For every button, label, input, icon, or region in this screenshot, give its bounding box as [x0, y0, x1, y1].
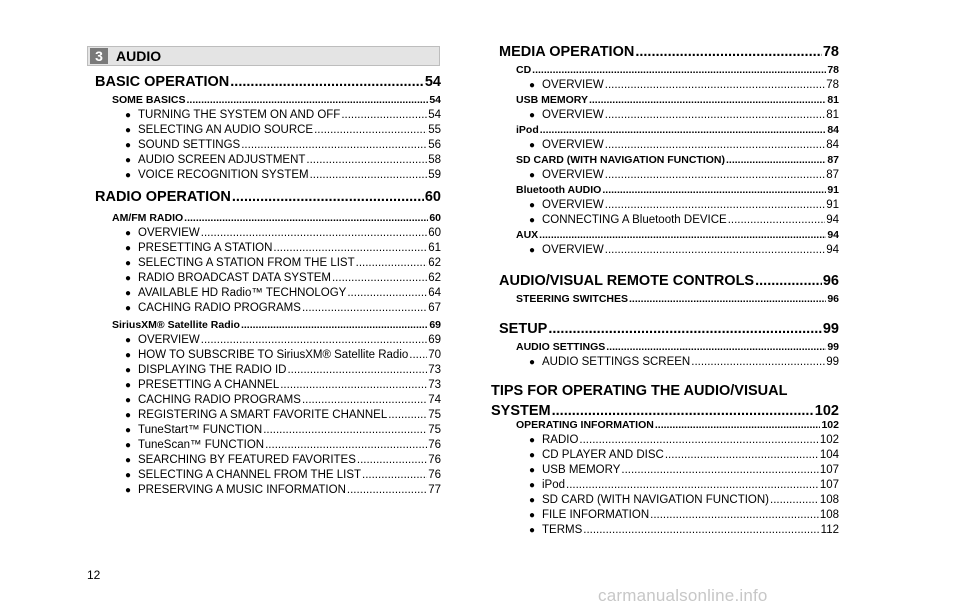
toc-entry-title: AUDIO SCREEN ADJUSTMENT: [138, 154, 306, 166]
toc-page-number: 73: [428, 379, 441, 391]
toc-entry-title: FILE INFORMATION: [542, 509, 650, 521]
toc-subsection[interactable]: [516, 63, 839, 77]
toc-entry-title: iPod: [542, 479, 566, 491]
toc-entry-title: USB MEMORY: [542, 464, 621, 476]
bullet-icon: ●: [529, 480, 536, 491]
dot-leader: [621, 463, 818, 478]
dot-leader: [201, 333, 427, 348]
toc-page-number: 60: [424, 189, 441, 205]
toc-entry-title: AM/FM RADIO: [112, 212, 184, 224]
page-number: 12: [87, 568, 101, 582]
bullet-icon: ●: [125, 110, 132, 121]
dot-leader: [605, 108, 825, 123]
toc-item[interactable]: [125, 348, 441, 363]
dot-leader: [201, 226, 427, 241]
toc-entry-title: OVERVIEW: [542, 169, 604, 181]
toc-item[interactable]: [529, 213, 839, 228]
toc-page-number: 69: [428, 334, 441, 346]
bullet-icon: ●: [125, 258, 132, 269]
dot-leader: [726, 153, 826, 167]
dot-leader: [728, 213, 826, 228]
toc-item[interactable]: [529, 355, 839, 370]
toc-page-number: 81: [826, 109, 839, 121]
toc-page-number: 70: [428, 349, 441, 361]
toc-entry-title: OVERVIEW: [542, 79, 604, 91]
toc-entry-title: SOME BASICS: [112, 94, 186, 106]
toc-entry-title: SOUND SETTINGS: [138, 139, 241, 151]
toc-entry-title: DISPLAYING THE RADIO ID: [138, 364, 287, 376]
dot-leader: [280, 378, 427, 393]
dot-leader: [605, 243, 825, 258]
bullet-icon: ●: [529, 245, 536, 256]
dot-leader: [341, 108, 427, 123]
toc-section[interactable]: [95, 73, 441, 91]
toc-item[interactable]: [529, 78, 839, 93]
dot-leader: [532, 63, 826, 77]
toc-item[interactable]: [529, 478, 839, 493]
toc-item[interactable]: [529, 198, 839, 213]
toc-entry-title: SiriusXM® Satellite Radio: [112, 319, 240, 331]
bullet-icon: ●: [529, 510, 536, 521]
toc-page-number: 99: [822, 321, 839, 337]
toc-item[interactable]: [125, 333, 441, 348]
toc-item[interactable]: [125, 123, 441, 138]
bullet-icon: ●: [125, 380, 132, 391]
toc-entry-title: RADIO BROADCAST DATA SYSTEM: [138, 272, 331, 284]
toc-item[interactable]: [125, 393, 441, 408]
toc-page-number: 75: [428, 409, 441, 421]
toc-item[interactable]: [529, 168, 839, 183]
toc-page-number: 81: [827, 94, 839, 106]
toc-page-number: 87: [827, 154, 839, 166]
dot-leader: [265, 438, 427, 453]
bullet-icon: ●: [125, 395, 132, 406]
toc-page-number: 94: [826, 244, 839, 256]
toc-entry-title: OVERVIEW: [138, 334, 200, 346]
toc-page-number: 102: [819, 434, 839, 446]
toc-entry-title: SELECTING A CHANNEL FROM THE LIST: [138, 469, 362, 481]
dot-leader: [347, 483, 427, 498]
toc-page-number: 54: [429, 94, 441, 106]
toc-entry-title: SELECTING AN AUDIO SOURCE: [138, 124, 314, 136]
toc-entry-title: CACHING RADIO PROGRAMS: [138, 394, 301, 406]
toc-page-number: 96: [827, 293, 839, 305]
toc-page-number: 94: [827, 229, 839, 241]
chapter-header: [87, 46, 440, 66]
toc-entry-title: OPERATING INFORMATION: [516, 419, 654, 431]
dot-leader: [583, 523, 819, 538]
dot-leader: [770, 493, 819, 508]
dot-leader: [314, 123, 427, 138]
bullet-icon: ●: [529, 200, 536, 211]
toc-page-number: 67: [428, 302, 441, 314]
dot-leader: [655, 418, 821, 432]
toc-section[interactable]: [95, 188, 441, 206]
toc-subsection[interactable]: [112, 318, 441, 332]
toc-entry-title: AUDIO SETTINGS: [516, 341, 606, 353]
toc-entry-title: OVERVIEW: [138, 227, 200, 239]
bullet-icon: ●: [125, 243, 132, 254]
bullet-icon: ●: [125, 170, 132, 181]
chapter-title: AUDIO: [116, 48, 162, 64]
toc-item[interactable]: [125, 138, 441, 153]
toc-section[interactable]: [499, 272, 839, 290]
dot-leader: [602, 183, 826, 197]
toc-item[interactable]: [125, 423, 441, 438]
toc-item[interactable]: [125, 363, 441, 378]
bullet-icon: ●: [125, 470, 132, 481]
toc-page-number: 107: [819, 464, 839, 476]
dot-leader: [187, 93, 429, 107]
toc-entry-title: SD CARD (WITH NAVIGATION FUNCTION): [516, 154, 726, 166]
toc-entry-title: iPod: [516, 124, 539, 136]
toc-entry-title: PRESETTING A STATION: [138, 242, 273, 254]
toc-page-number: 75: [428, 424, 441, 436]
toc-page-number: 78: [822, 44, 839, 60]
toc-entry-title: PRESETTING A CHANNEL: [138, 379, 280, 391]
dot-leader: [629, 292, 826, 306]
dot-leader: [273, 241, 427, 256]
toc-entry-title: OVERVIEW: [542, 109, 604, 121]
toc-page-number: 104: [819, 449, 839, 461]
toc-page-number: 73: [428, 364, 441, 376]
toc-item[interactable]: [529, 433, 839, 448]
dot-leader: [302, 393, 427, 408]
dot-leader: [635, 43, 822, 61]
dot-leader: [589, 93, 826, 107]
toc-page-number: 69: [429, 319, 441, 331]
toc-subsection[interactable]: [112, 93, 441, 107]
toc-entry-title: TuneScan™ FUNCTION: [138, 439, 265, 451]
toc-page-number: 91: [826, 199, 839, 211]
toc-page-number: 60: [428, 227, 441, 239]
toc-item[interactable]: [529, 508, 839, 523]
bullet-icon: ●: [125, 125, 132, 136]
dot-leader: [241, 138, 427, 153]
toc-section[interactable]: [499, 43, 839, 61]
toc-subsection[interactable]: [516, 228, 839, 242]
bullet-icon: ●: [529, 435, 536, 446]
toc-item[interactable]: [125, 453, 441, 468]
toc-item[interactable]: [125, 153, 441, 168]
toc-entry-title: OVERVIEW: [542, 199, 604, 211]
bullet-icon: ●: [125, 140, 132, 151]
toc-entry-title: PRESERVING A MUSIC INFORMATION: [138, 484, 346, 496]
toc-subsection[interactable]: [516, 183, 839, 197]
toc-subsection[interactable]: [516, 123, 839, 137]
toc-entry-title: OVERVIEW: [542, 244, 604, 256]
toc-subsection[interactable]: [516, 340, 839, 354]
toc-entry-title: SELECTING A STATION FROM THE LIST: [138, 257, 355, 269]
dot-leader: [691, 355, 825, 370]
dot-leader: [605, 198, 825, 213]
toc-page-number: 102: [814, 403, 839, 419]
toc-entry-title: CD: [516, 64, 532, 76]
dot-leader: [332, 271, 427, 286]
toc-page-number: 108: [819, 509, 839, 521]
dot-leader: [605, 138, 825, 153]
toc-item[interactable]: [125, 408, 441, 423]
toc-page-number: 76: [428, 439, 441, 451]
toc-page-number: 54: [428, 109, 441, 121]
dot-leader: [606, 340, 826, 354]
dot-leader: [263, 423, 427, 438]
bullet-icon: ●: [529, 525, 536, 536]
toc-entry-title: VOICE RECOGNITION SYSTEM: [138, 169, 309, 181]
toc-entry-title: MEDIA OPERATION: [499, 44, 635, 60]
bullet-icon: ●: [529, 357, 536, 368]
toc-subsection[interactable]: [516, 418, 839, 432]
toc-page-number: 74: [428, 394, 441, 406]
toc-page-number: 91: [827, 184, 839, 196]
dot-leader: [566, 478, 819, 493]
bullet-icon: ●: [125, 155, 132, 166]
dot-leader: [388, 408, 427, 423]
bullet-icon: ●: [125, 410, 132, 421]
toc-entry-title: AUDIO/VISUAL REMOTE CONTROLS: [499, 273, 755, 289]
watermark: carmanualsonline.info: [598, 586, 768, 605]
toc-entry-title: SEARCHING BY FEATURED FAVORITES: [138, 454, 356, 466]
dot-leader: [241, 318, 428, 332]
toc-entry-title: TURNING THE SYSTEM ON AND OFF: [138, 109, 341, 121]
toc-item[interactable]: [125, 241, 441, 256]
toc-item[interactable]: [529, 243, 839, 258]
dot-leader: [357, 453, 427, 468]
toc-item[interactable]: [125, 301, 441, 316]
dot-leader: [347, 286, 427, 301]
dot-leader: [287, 363, 427, 378]
toc-item[interactable]: [529, 108, 839, 123]
section-title-line1: TIPS FOR OPERATING THE AUDIO/VISUAL: [491, 383, 788, 399]
toc-page-number: 60: [429, 212, 441, 224]
toc-page-number: 102: [821, 419, 839, 431]
toc-entry-title: USB MEMORY: [516, 94, 588, 106]
toc-page-number: 96: [822, 273, 839, 289]
dot-leader: [755, 272, 822, 290]
dot-leader: [306, 153, 427, 168]
toc-item[interactable]: [125, 226, 441, 241]
toc-entry-title: SETUP: [499, 321, 548, 337]
toc-entry-title: RADIO: [542, 434, 579, 446]
toc-page-number: 94: [826, 214, 839, 226]
toc-entry-title: TERMS: [542, 524, 583, 536]
toc-subsection[interactable]: [516, 292, 839, 306]
dot-leader: [579, 433, 818, 448]
dot-leader: [184, 211, 428, 225]
toc-entry-title: SYSTEM: [491, 403, 551, 419]
toc-page-number: 55: [428, 124, 441, 136]
dot-leader: [605, 78, 825, 93]
toc-page-number: 56: [428, 139, 441, 151]
toc-page-number: 99: [827, 341, 839, 353]
toc-item[interactable]: [125, 483, 441, 498]
bullet-icon: ●: [529, 110, 536, 121]
toc-entry-title: HOW TO SUBSCRIBE TO SiriusXM® Satellite Radio: [138, 349, 409, 361]
toc-item[interactable]: [125, 168, 441, 183]
toc-page-number: 99: [826, 356, 839, 368]
bullet-icon: ●: [529, 80, 536, 91]
bullet-icon: ●: [529, 495, 536, 506]
bullet-icon: ●: [529, 140, 536, 151]
toc-item[interactable]: [125, 438, 441, 453]
dot-leader: [302, 301, 427, 316]
toc-page-number: 78: [827, 64, 839, 76]
toc-page-number: 78: [826, 79, 839, 91]
toc-item[interactable]: [529, 523, 839, 538]
toc-entry-title: RADIO OPERATION: [95, 189, 231, 205]
toc-item[interactable]: [529, 493, 839, 508]
toc-subsection[interactable]: [516, 153, 839, 167]
toc-page-number: 62: [428, 272, 441, 284]
toc-page-number: 76: [428, 454, 441, 466]
toc-page-number: 62: [428, 257, 441, 269]
bullet-icon: ●: [125, 440, 132, 451]
dot-leader: [540, 123, 827, 137]
toc-entry-title: TuneStart™ FUNCTION: [138, 424, 263, 436]
dot-leader: [548, 320, 822, 338]
toc-entry-title: Bluetooth AUDIO: [516, 184, 602, 196]
bullet-icon: ●: [529, 450, 536, 461]
toc-subsection[interactable]: [516, 93, 839, 107]
bullet-icon: ●: [125, 273, 132, 284]
toc-item[interactable]: [529, 463, 839, 478]
toc-item[interactable]: [125, 468, 441, 483]
toc-page-number: 59: [428, 169, 441, 181]
bullet-icon: ●: [529, 215, 536, 226]
toc-entry-title: SD CARD (WITH NAVIGATION FUNCTION): [542, 494, 770, 506]
toc-entry-title: CD PLAYER AND DISC: [542, 449, 664, 461]
bullet-icon: ●: [125, 335, 132, 346]
toc-page-number: 84: [827, 124, 839, 136]
dot-leader: [539, 228, 826, 242]
toc-page-number: 64: [428, 287, 441, 299]
toc-page-number: 77: [428, 484, 441, 496]
bullet-icon: ●: [125, 365, 132, 376]
chapter-number: 3: [90, 48, 108, 64]
toc-page-number: 54: [424, 74, 441, 90]
toc-page-number: 58: [428, 154, 441, 166]
bullet-icon: ●: [125, 288, 132, 299]
toc-entry-title: BASIC OPERATION: [95, 74, 230, 90]
toc-item[interactable]: [125, 108, 441, 123]
toc-page-number: 84: [826, 139, 839, 151]
toc-entry-title: OVERVIEW: [542, 139, 604, 151]
toc-page-number: 61: [428, 242, 441, 254]
toc-item[interactable]: [529, 448, 839, 463]
dot-leader: [310, 168, 428, 183]
toc-subsection[interactable]: [112, 211, 441, 225]
toc-entry-title: STEERING SWITCHES: [516, 293, 629, 305]
bullet-icon: ●: [125, 425, 132, 436]
toc-page-number: 87: [826, 169, 839, 181]
dot-leader: [362, 468, 427, 483]
bullet-icon: ●: [529, 170, 536, 181]
toc-entry-title: CONNECTING A Bluetooth DEVICE: [542, 214, 727, 226]
bullet-icon: ●: [125, 303, 132, 314]
toc-item[interactable]: [125, 286, 441, 301]
bullet-icon: ●: [125, 455, 132, 466]
toc-item[interactable]: [125, 271, 441, 286]
dot-leader: [230, 73, 424, 91]
toc-item[interactable]: [529, 138, 839, 153]
dot-leader: [605, 168, 825, 183]
dot-leader: [650, 508, 819, 523]
toc-page-number: 108: [819, 494, 839, 506]
toc-page-number: 76: [428, 469, 441, 481]
dot-leader: [665, 448, 819, 463]
toc-section[interactable]: [499, 320, 839, 338]
toc-item[interactable]: [125, 256, 441, 271]
toc-item[interactable]: [125, 378, 441, 393]
bullet-icon: ●: [529, 465, 536, 476]
bullet-icon: ●: [125, 228, 132, 239]
toc-entry-title: CACHING RADIO PROGRAMS: [138, 302, 301, 314]
dot-leader: [409, 348, 427, 363]
dot-leader: [356, 256, 428, 271]
dot-leader: [232, 188, 424, 206]
toc-page-number: 112: [820, 524, 839, 536]
bullet-icon: ●: [125, 485, 132, 496]
toc-entry-title: REGISTERING A SMART FAVORITE CHANNEL: [138, 409, 388, 421]
toc-entry-title: AVAILABLE HD Radio™ TECHNOLOGY: [138, 287, 347, 299]
toc-entry-title: AUDIO SETTINGS SCREEN: [542, 356, 691, 368]
toc-entry-title: AUX: [516, 229, 539, 241]
toc-page-number: 107: [819, 479, 839, 491]
bullet-icon: ●: [125, 350, 132, 361]
